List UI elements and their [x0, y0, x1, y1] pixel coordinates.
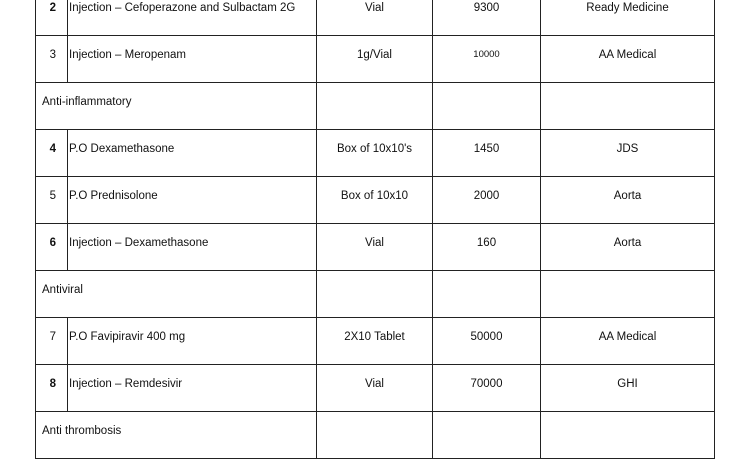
medicine-name-text: Injection – Cefoperazone and Sulbactam 2G: [69, 2, 296, 14]
table-row: [36, 36, 715, 83]
serial-number-text: 8: [49, 378, 56, 390]
unit-cell: [317, 130, 433, 177]
supplier-text: JDS: [616, 143, 639, 155]
table-row: [36, 177, 715, 224]
medicine-name-text: Injection – Remdesivir: [69, 378, 183, 390]
category-label: Antiviral: [42, 284, 83, 296]
quantity-cell: [433, 36, 541, 83]
supplier-cell: [541, 365, 715, 412]
serial-number-text: 7: [49, 331, 56, 343]
serial-number-cell: [36, 365, 68, 412]
empty-cell: [541, 271, 715, 318]
quantity-text: 160: [476, 237, 497, 249]
medicine-name-text: P.O Prednisolone: [69, 190, 158, 202]
empty-cell: [541, 412, 715, 459]
serial-number-cell: [36, 224, 68, 271]
supplier-cell: [541, 130, 715, 177]
quantity-cell: [433, 130, 541, 177]
unit-cell: [317, 0, 433, 36]
unit-text: 2X10 Tablet: [344, 331, 405, 343]
medicine-name-text: P.O Dexamethasone: [69, 143, 175, 155]
medicine-name-text: P.O Favipiravir 400 mg: [69, 331, 186, 343]
medicine-name-cell: [68, 177, 317, 224]
unit-text: 1g/Vial: [357, 49, 392, 61]
quantity-text: 70000: [470, 378, 503, 390]
serial-number-cell: [36, 318, 68, 365]
quantity-cell: [433, 318, 541, 365]
supplier-text: AA Medical: [598, 49, 657, 61]
serial-number-cell: [36, 130, 68, 177]
category-cell: [36, 271, 317, 318]
category-label: Anti-inflammatory: [42, 96, 132, 108]
category-row: [36, 412, 715, 459]
serial-number-text: 2: [49, 2, 56, 14]
medicine-name-text: Injection – Meropenam: [69, 49, 186, 61]
quantity-text: 50000: [470, 331, 503, 343]
table-row: [36, 224, 715, 271]
supplier-text: Ready Medicine: [586, 2, 669, 14]
unit-text: Box of 10x10's: [336, 143, 413, 155]
serial-number-cell: [36, 0, 68, 36]
quantity-cell: [433, 177, 541, 224]
medicine-name-cell: [68, 318, 317, 365]
category-row: [36, 271, 715, 318]
supplier-cell: [541, 36, 715, 83]
quantity-text: 10000: [473, 49, 500, 60]
medicine-name-cell: [68, 0, 317, 36]
unit-text: Box of 10x10: [340, 190, 409, 202]
empty-cell: [317, 412, 433, 459]
medicine-name-cell: [68, 130, 317, 177]
supplier-cell: [541, 224, 715, 271]
unit-text: Vial: [365, 237, 384, 249]
table-row: [36, 130, 715, 177]
category-cell: [36, 83, 317, 130]
empty-cell: [317, 271, 433, 318]
serial-number-text: 3: [49, 49, 56, 61]
supplier-cell: [541, 177, 715, 224]
table-row: [36, 318, 715, 365]
empty-cell: [541, 83, 715, 130]
supplier-text: Aorta: [613, 190, 642, 202]
medicine-name-text: Injection – Dexamethasone: [69, 237, 209, 249]
quantity-cell: [433, 0, 541, 36]
serial-number-text: 4: [49, 143, 56, 155]
empty-cell: [433, 271, 541, 318]
unit-text: Vial: [365, 2, 384, 14]
supplier-text: AA Medical: [598, 331, 657, 343]
table-row: [36, 365, 715, 412]
serial-number-cell: [36, 177, 68, 224]
unit-cell: [317, 318, 433, 365]
empty-cell: [433, 83, 541, 130]
unit-text: Vial: [365, 378, 384, 390]
supplier-cell: [541, 0, 715, 36]
medicine-table: [35, 0, 715, 459]
category-row: [36, 83, 715, 130]
category-cell: [36, 412, 317, 459]
serial-number-text: 5: [49, 190, 56, 202]
medicine-name-cell: [68, 36, 317, 83]
quantity-text: 9300: [473, 2, 500, 14]
quantity-text: 1450: [473, 143, 500, 155]
quantity-cell: [433, 224, 541, 271]
empty-cell: [433, 412, 541, 459]
unit-cell: [317, 177, 433, 224]
unit-cell: [317, 224, 433, 271]
empty-cell: [317, 83, 433, 130]
supplier-text: GHI: [617, 378, 638, 390]
category-label: Anti thrombosis: [42, 425, 122, 437]
supplier-text: Aorta: [613, 237, 642, 249]
serial-number-text: 6: [49, 237, 56, 249]
medicine-table-body: [36, 0, 715, 459]
unit-cell: [317, 36, 433, 83]
unit-cell: [317, 365, 433, 412]
serial-number-cell: [36, 36, 68, 83]
medicine-name-cell: [68, 224, 317, 271]
quantity-cell: [433, 365, 541, 412]
table-row: [36, 0, 715, 36]
medicine-name-cell: [68, 365, 317, 412]
supplier-cell: [541, 318, 715, 365]
quantity-text: 2000: [473, 190, 500, 202]
